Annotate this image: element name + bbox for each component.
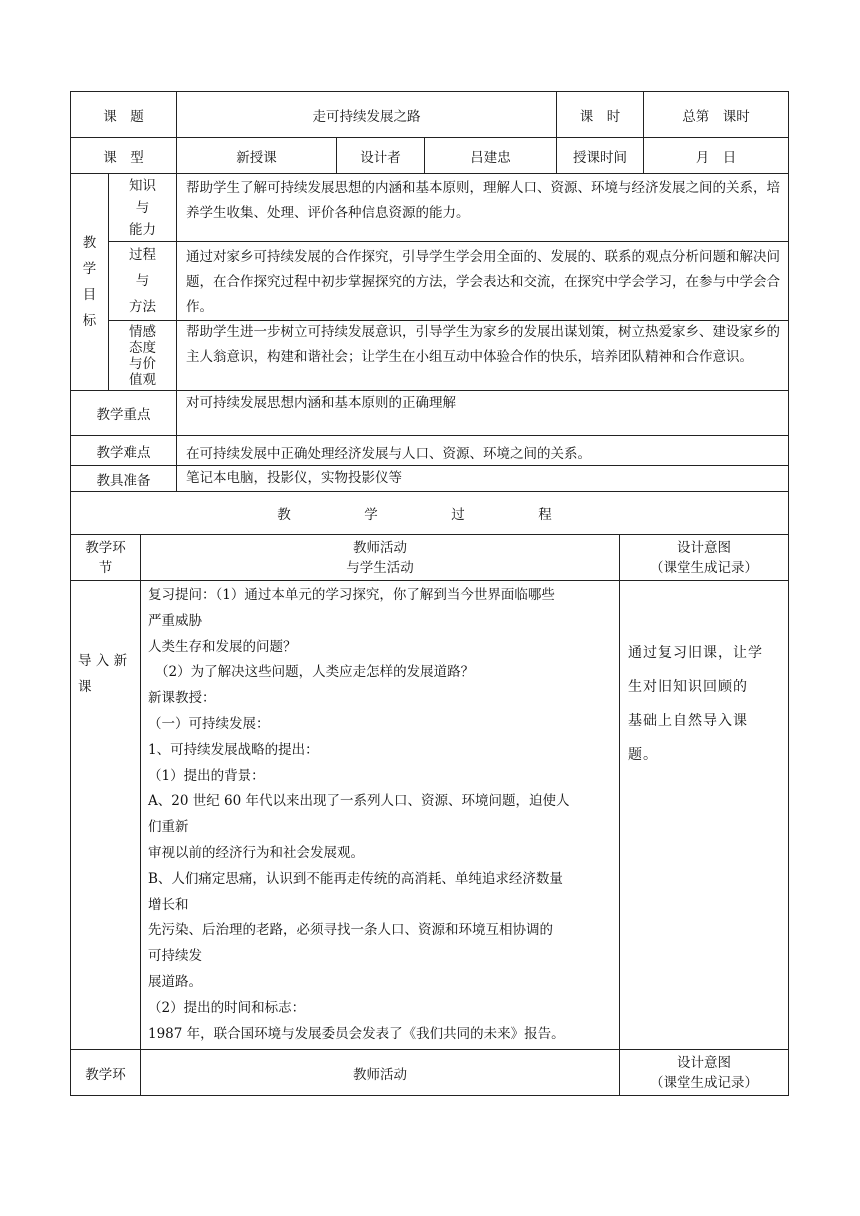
activity-line: 增长和 [148, 896, 189, 913]
process-title: 教 学 过 程 [277, 507, 582, 523]
intent-line: 题。 [628, 747, 658, 763]
activity-line: （1）提出的背景： [148, 767, 265, 784]
activity-line: 审视以前的经济行为和社会发展观。 [148, 844, 364, 861]
goal-process-label [109, 242, 176, 320]
intro-activity [148, 583, 616, 1047]
goal-process-text: 通过对家乡可持续发展的合作探究，引导学生学会用全面的、发展的、联系的观点分析问题和解决问题，在合作探究过程中初步掌握探究的方法，学会表达和交流，在探究中学会学习，在参与中学会合作。 [186, 249, 780, 315]
goal-label-line: 情感 [129, 323, 156, 340]
period-label: 课 时 [579, 108, 621, 125]
intro-stage-line: 导 入 新 [78, 653, 128, 669]
goal-label-line: 与 [135, 273, 150, 289]
goal-label-line: 能力 [129, 221, 156, 238]
topic-label: 课 题 [103, 108, 144, 125]
activity-line: 1987 年，联合国环境与发展委员会发表了《我们共同的未来》报告。 [148, 1025, 565, 1042]
col-intent-line: 设计意图 [677, 539, 731, 556]
activity-line: B、人们痛定思痛，认识到不能再走传统的高消耗、单纯追求经济数量 [148, 870, 563, 887]
table-border [140, 534, 141, 1095]
intro-stage-line: 课 [78, 679, 92, 695]
goal-attitude-text: 帮助学生进一步树立可持续发展意识，引导学生为家乡的发展出谋划策，树立热爱家乡、建设家乡的主人翁意识，构建和谐社会；让学生在小组互动中体验合作的快乐，培养团队精神和合作意识。 [186, 324, 780, 365]
time-label: 授课时间 [573, 149, 627, 166]
table-border [70, 580, 789, 581]
footer-intent-line: （课堂生成记录） [650, 1074, 758, 1091]
footer-intent-line: 设计意图 [677, 1054, 731, 1071]
table-border [70, 435, 789, 436]
col-intent-line: （课堂生成记录） [650, 559, 758, 576]
intro-intent [628, 636, 786, 772]
activity-line: 人类生存和发展的问题？ [148, 638, 297, 655]
topic-value: 走可持续发展之路 [312, 108, 421, 125]
intent-line: 生对旧知识回顾的 [628, 679, 748, 695]
goal-knowledge-text: 帮助学生了解可持续发展思想的内涵和基本原则，理解人口、资源、环境与经济发展之间的关系，培养学生收集、处理、评价各种信息资源的能力。 [186, 180, 780, 221]
col-stage-line: 教学环 [85, 539, 126, 556]
goal-label-line: 态度 [129, 339, 156, 356]
difficulty-label: 教学难点 [96, 444, 151, 461]
activity-line: 们重新 [148, 819, 189, 836]
col-activity-header [141, 535, 619, 580]
goals-label-char: 学 [82, 261, 97, 277]
goal-label-line: 过程 [129, 247, 156, 263]
activity-line: 新课教授： [148, 690, 216, 707]
goals-label [71, 174, 108, 390]
activity-line: 先污染、后治理的老路，必须寻找一条人口、资源和环境互相协调的 [148, 922, 553, 939]
goal-knowledge-label [109, 174, 176, 241]
col-activity-line: 与学生活动 [346, 559, 414, 576]
footer-intent [620, 1050, 788, 1095]
activity-line: 1、可持续发展战略的提出： [148, 741, 319, 758]
table-border [70, 1095, 789, 1096]
col-intent-header [620, 535, 788, 580]
goal-label-line: 方法 [129, 299, 156, 315]
difficulty-text: 在可持续发展中正确处理经济发展与人口、资源、环境之间的关系。 [186, 446, 591, 462]
intent-line: 通过复习旧课，让学 [628, 645, 763, 661]
activity-line: 展道路。 [148, 973, 202, 990]
goal-label-line: 与价 [129, 355, 156, 372]
designer-label: 设计者 [360, 149, 401, 166]
footer-stage: 教学环 [85, 1066, 126, 1083]
activity-line: 可持续发 [148, 948, 202, 965]
designer-value: 吕建忠 [470, 149, 511, 166]
footer-activity: 教师活动 [353, 1066, 407, 1083]
tools-text: 笔记本电脑，投影仪，实物投影仪等 [186, 470, 402, 486]
activity-line: （一）可持续发展： [148, 715, 270, 732]
table-border [70, 173, 789, 174]
goal-label-line: 值观 [129, 371, 156, 388]
goal-attitude-label [109, 321, 176, 390]
activity-line: A、20 世纪 60 年代以来出现了一系列人口、资源、环境问题，迫使人 [148, 793, 570, 810]
tools-label: 教具准备 [96, 472, 151, 489]
focus-label: 教学重点 [96, 407, 151, 423]
focus-text: 对可持续发展思想内涵和基本原则的正确理解 [186, 395, 456, 411]
intro-stage [78, 648, 138, 700]
goals-label-char: 教 [82, 235, 97, 251]
activity-line: 严重威胁 [148, 612, 202, 629]
goal-label-line: 与 [135, 199, 150, 216]
col-stage-line: 节 [98, 559, 113, 576]
table-border [619, 534, 620, 1095]
col-activity-line: 教师活动 [353, 539, 407, 556]
type-label: 课 型 [103, 149, 144, 166]
period-value: 总第 课时 [682, 108, 750, 125]
time-value: 月 日 [695, 149, 737, 166]
activity-line: 复习提问：（1）通过本单元的学习探究，你了解到当今世界面临哪些 [148, 587, 555, 603]
type-value: 新授课 [236, 149, 277, 166]
intent-line: 基础上自然导入课 [628, 713, 748, 729]
col-stage-header [71, 535, 140, 580]
activity-line: （2）提出的时间和标志： [148, 999, 306, 1016]
activity-line: （2）为了解决这些问题，人类应走怎样的发展道路？ [155, 664, 475, 681]
table-border [788, 91, 789, 1095]
goals-label-char: 标 [82, 313, 97, 329]
table-border [108, 241, 789, 242]
goal-label-line: 知识 [129, 177, 156, 194]
goals-label-char: 目 [82, 287, 97, 303]
